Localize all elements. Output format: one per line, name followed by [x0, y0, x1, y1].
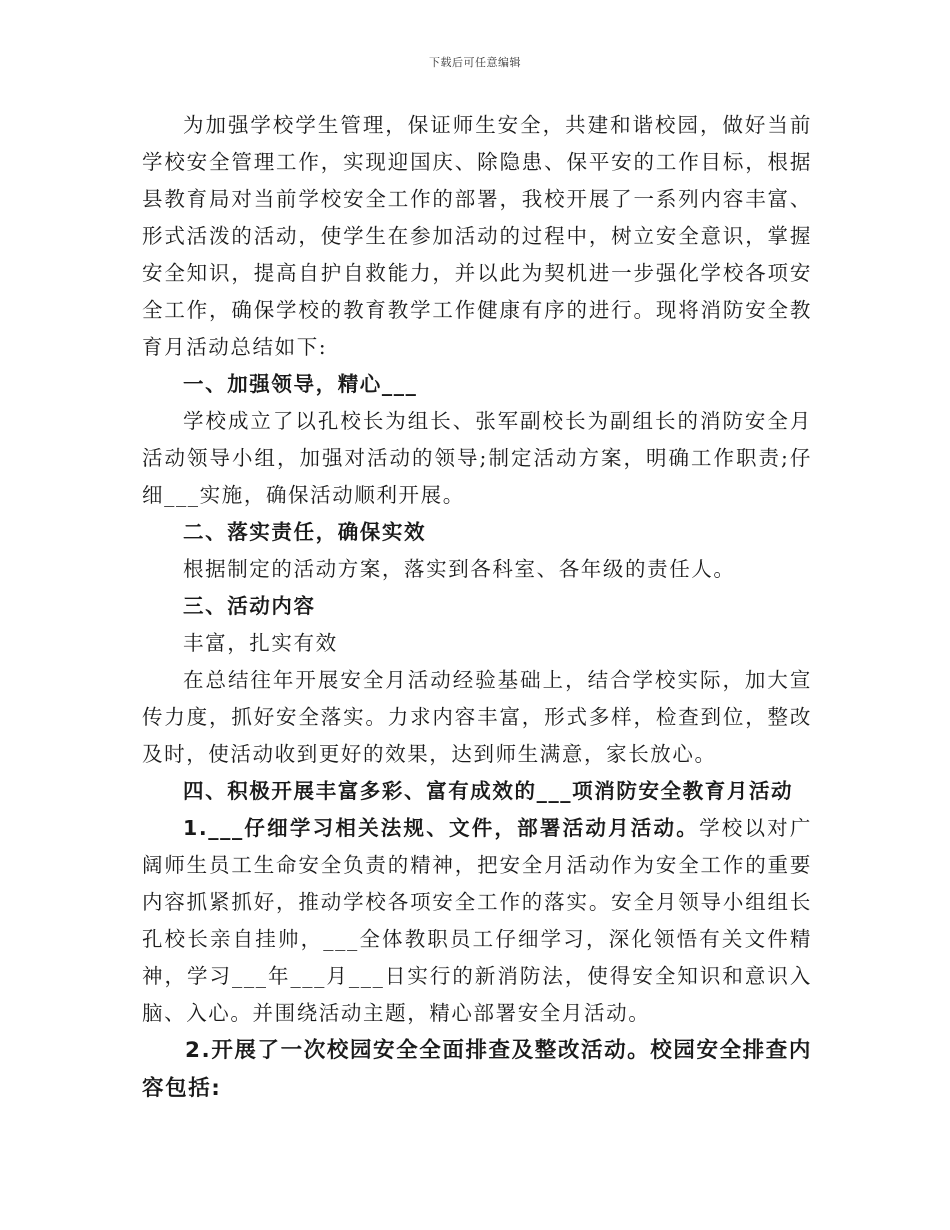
- intro-paragraph: 为加强学校学生管理，保证师生安全，共建和谐校园，做好当前学校安全管理工作，实现迎国庆、除隐患、保平安的工作目标，根据县教育局对当前学校安全工作的部署，我校开展了一系列内容丰富、形式活泼的活动，使学生在参加活动的过程中，树立安全意识，掌握安全知识，提高自护自救能力，并以此为契机进一步强化学校各项安全工作，确保学校的教育教学工作健康有序的进行。现将消防安全教育月活动总结如下:: [142, 113, 812, 359]
- document-body: [142, 107, 812, 1108]
- item-1-lead: 1.___仔细学习相关法规、文件，部署活动月活动。: [183, 816, 699, 840]
- section-1-heading: 一、加强领导，精心___: [183, 372, 418, 396]
- header-note: 下载后可任意编辑: [429, 56, 521, 69]
- section-1-paragraph: 学校成立了以孔校长为组长、张军副校长为副组长的消防安全月活动领导小组，加强对活动的领导;制定活动方案，明确工作职责;仔细___实施，确保活动顺利开展。: [142, 409, 812, 507]
- section-2-paragraph: 根据制定的活动方案，落实到各科室、各年级的责任人。: [183, 557, 736, 581]
- section-3-paragraph: 在总结往年开展安全月活动经验基础上，结合学校实际，加大宣传力度，抓好安全落实。力求内容丰富，形式多样，检查到位，整改及时，使活动收到更好的效果，达到师生满意，家长放心。: [142, 668, 812, 766]
- section-4-heading: 四、积极开展丰富多彩、富有成效的___项消防安全教育月活动: [183, 779, 794, 803]
- item-1-body: 学校以对广阔师生员工生命安全负责的精神，把安全月活动作为安全工作的重要内容抓紧抓好，推动学校各项安全工作的落实。安全月领导小组组长孔校长亲自挂帅，___全体教职员工仔细学习，深化领悟有关文件精神，学习___年___月___日实行的新消防法，使得安全知识和意识入脑、入心。并围绕活动主题，精心部署安全月活动。: [142, 816, 812, 1025]
- item-1-paragraph: [142, 810, 812, 1032]
- section-3-subheading: 丰富，扎实有效: [183, 631, 338, 655]
- section-2-heading: 二、落实责任，确保实效: [183, 520, 427, 544]
- item-2-lead: 2.开展了一次校园安全全面排查及整改活动。校园安全排查内容包括:: [142, 1038, 812, 1101]
- item-2-paragraph: [142, 1032, 812, 1108]
- section-3-heading: 三、活动内容: [183, 594, 316, 618]
